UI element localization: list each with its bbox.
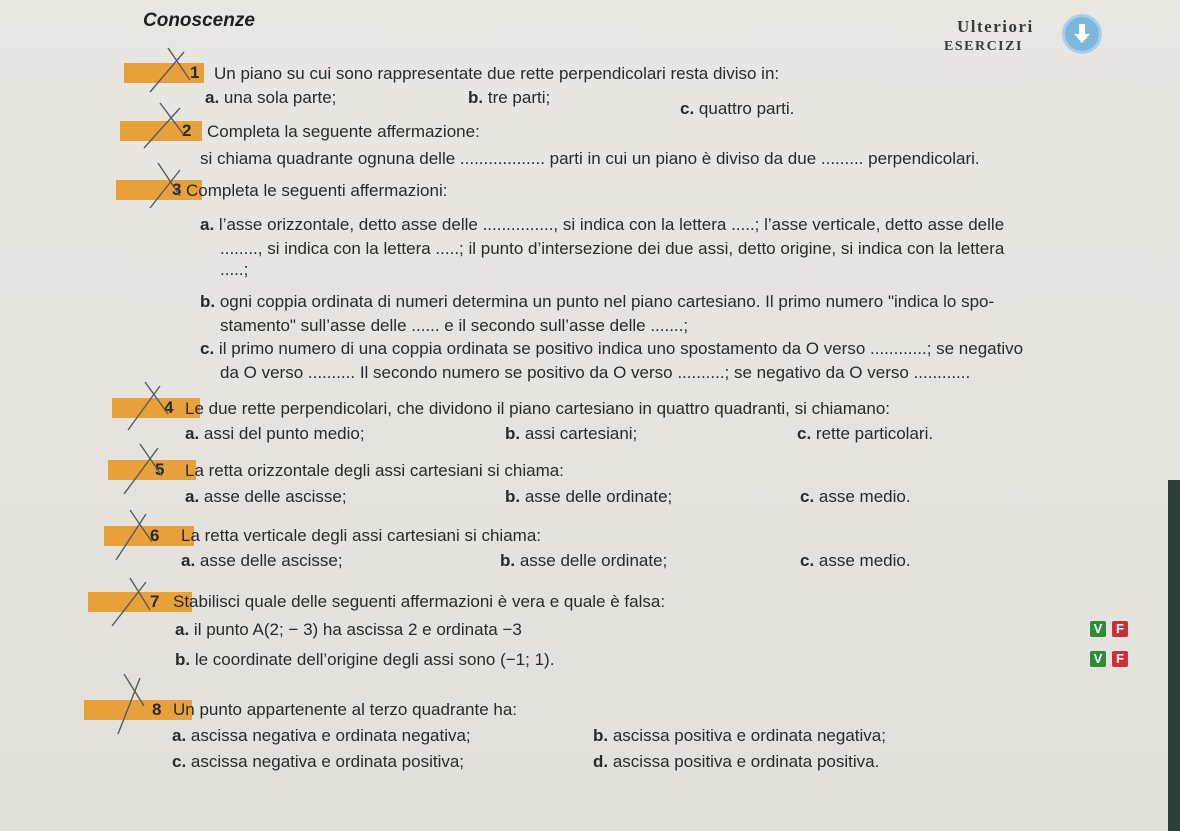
exercise-prompt: Un piano su cui sono rappresentate due rette perpendicolari resta diviso in: [214,64,780,83]
exercise-number: 1 [190,63,200,82]
option-text: quattro parti. [698,99,795,118]
option-text: asse medio. [818,551,911,570]
option-letter: b. [593,726,609,745]
option-text: ascissa positiva e ordinata positiva. [612,752,880,771]
exercise-number: 5 [155,460,165,479]
exercise-prompt: Completa la seguente affermazione: [207,122,480,141]
option-text: asse medio. [818,487,911,506]
option-letter: c. [200,339,215,358]
option-letter: b. [505,487,521,506]
option-letter: b. [175,650,191,669]
exercise-number: 4 [164,398,174,417]
exercise-prompt: Stabilisci quale delle seguenti affermazioni è vera e quale è falsa: [173,592,666,611]
section-title: Conoscenze [143,10,255,31]
option-letter: c. [800,551,815,570]
option-text: ascissa negativa e ordinata positiva; [190,752,465,771]
true-checkbox[interactable]: V [1090,651,1106,667]
option-letter: a. [185,424,200,443]
option-letter: a. [172,726,187,745]
option-letter: c. [172,752,187,771]
option-text: rette particolari. [815,424,934,443]
exercise-number: 2 [182,121,192,140]
option-letter: a. [200,215,215,234]
exercise-number: 7 [150,592,160,611]
option-text: ascissa positiva e ordinata negativa; [612,726,886,745]
statement-text: .....; [220,260,249,279]
option-letter: d. [593,752,609,771]
option-text: asse delle ascisse; [199,551,343,570]
statement-text: stamento" sull’asse delle ...... e il secondo sull’asse delle .......; [220,316,689,335]
exercise-number: 8 [152,700,162,719]
statement-text: l’asse orizzontale, detto asse delle ..............., si indica con la lettera .....; l’asse verticale, detto asse delle [218,215,1005,234]
exercise-prompt: La retta verticale degli assi cartesiani si chiama: [181,526,541,545]
exercise-prompt: Le due rette perpendicolari, che dividono il piano cartesiano in quattro quadranti, si chiamano: [185,399,891,418]
false-checkbox[interactable]: F [1112,621,1128,637]
option-letter: b. [500,551,516,570]
statement-text: da O verso .......... Il secondo numero se positivo da O verso ..........; se negativo da O verso ............ [220,363,971,382]
option-letter: a. [205,88,220,107]
exercise-prompt: La retta orizzontale degli assi cartesiani si chiama: [185,461,564,480]
option-letter: a. [175,620,190,639]
option-letter: c. [797,424,812,443]
statement-text: ogni coppia ordinata di numeri determina un punto nel piano cartesiano. Il primo numero "indica lo spo- [219,292,995,311]
option-text: assi cartesiani; [524,424,638,443]
exercise-prompt: Un punto appartenente al terzo quadrante ha: [173,700,518,719]
exercise-prompt: Completa le seguenti affermazioni: [186,181,448,200]
option-letter: a. [185,487,200,506]
option-letter: a. [181,551,196,570]
statement-text: ........, si indica con la lettera .....; il punto d’intersezione dei due assi, detto origine, si indica con la lettera [220,239,1005,258]
option-letter: c. [680,99,695,118]
exercise-number: 3 [172,180,182,199]
option-text: tre parti; [487,88,551,107]
statement-text: il primo numero di una coppia ordinata se positivo indica uno spostamento da O verso ............; se negativo [218,339,1024,358]
option-letter: b. [468,88,484,107]
option-text: una sola parte; [223,88,337,107]
option-letter: c. [800,487,815,506]
statement-text: il punto A(2; − 3) ha ascissa 2 e ordinata −3 [193,620,522,639]
option-letter: b. [505,424,521,443]
option-text: assi del punto medio; [203,424,365,443]
statement-text: le coordinate dell’origine degli assi sono (−1; 1). [194,650,555,669]
true-checkbox[interactable]: V [1090,621,1106,637]
exercise-number: 6 [150,526,160,545]
more-exercises-line2: ESERCIZI [944,39,1023,54]
fill-in-line: si chiama quadrante ognuna delle .................. parti in cui un piano è diviso da due ......... perpendicolari. [200,149,980,168]
option-text: ascissa negativa e ordinata negativa; [190,726,471,745]
option-text: asse delle ascisse; [203,487,347,506]
false-checkbox[interactable]: F [1112,651,1128,667]
option-text: asse delle ordinate; [519,551,668,570]
more-exercises-line1: Ulteriori [957,17,1034,36]
option-text: asse delle ordinate; [524,487,673,506]
option-letter: b. [200,292,216,311]
page-edge [1168,480,1180,831]
